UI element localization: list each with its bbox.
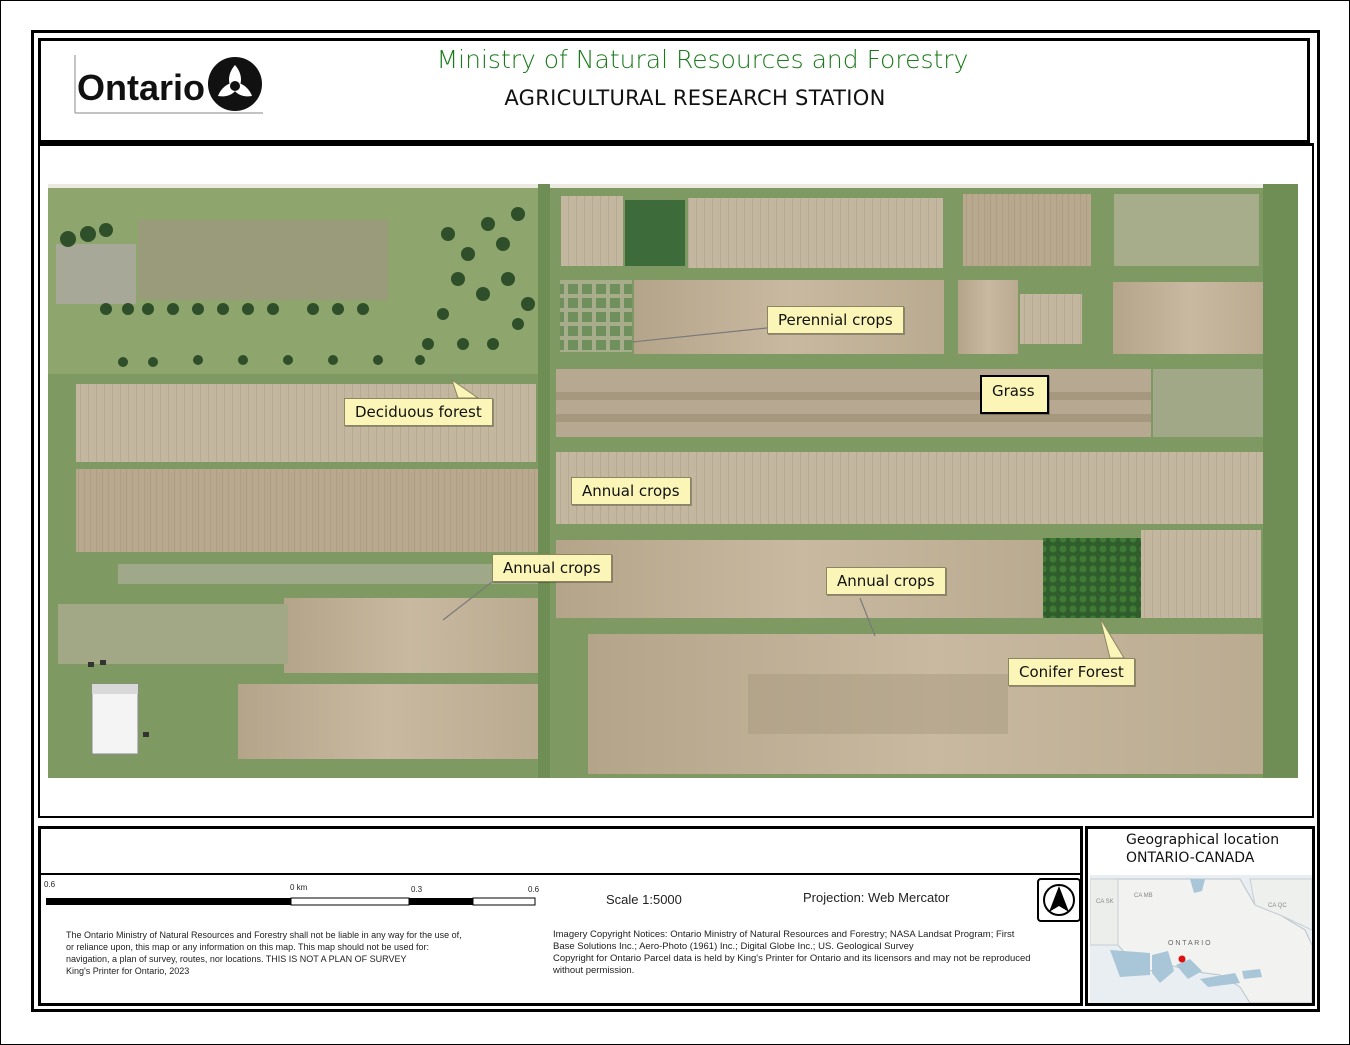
legend-panel [38, 826, 1083, 1006]
ontario-logo [73, 55, 265, 115]
crop-green-block [625, 200, 685, 266]
locator-mb: CA MB [1134, 893, 1153, 899]
label-annual-crops-2: Annual crops [492, 554, 612, 582]
research-plots [560, 280, 632, 352]
scale-tick-left: 0.6 [44, 880, 56, 889]
scale-bar [44, 878, 544, 908]
parking-lot [56, 244, 136, 304]
label-grass: Grass [980, 375, 1049, 414]
parcel-copyright: Copyright for Ontario Parcel data is held by King's Printer for Ontario and its licensors and may not be reproduced without permission. [553, 953, 1031, 976]
field-annual-2 [556, 540, 1046, 618]
trillium-icon [208, 57, 262, 111]
locator-heading: Geographical location [1126, 832, 1280, 848]
field-west-lawn [58, 604, 288, 664]
label-deciduous-forest: Deciduous forest [344, 398, 493, 426]
locator-region: ONTARIO-CANADA [1126, 850, 1255, 866]
legend-divider [38, 873, 1083, 875]
label-annual-crops-1: Annual crops [571, 477, 691, 505]
disclaimer [66, 929, 466, 977]
plot-strip [118, 564, 538, 584]
ontario-logo-text: Ontario [77, 67, 206, 108]
imagery-notice [553, 929, 1038, 977]
label-conifer-forest: Conifer Forest [1008, 658, 1135, 686]
label-perennial-crops: Perennial crops [767, 306, 904, 334]
location-marker-icon [1179, 956, 1186, 963]
locator-ontario-label: O N T A R I O [1168, 940, 1211, 947]
projection-text: Projection: Web Mercator [803, 890, 950, 905]
scale-tick-right: 0.6 [528, 885, 540, 894]
imagery-copyright: Imagery Copyright Notices: Ontario Ministry of Natural Resources and Forestry; NASA Landsat Program; First Base Solutions Inc.; Aero-Photo (1961) Inc.; Digital Globe Inc.; US. Geological Survey [553, 929, 1015, 952]
conifer-stand [1043, 538, 1143, 618]
field-west-4 [238, 684, 538, 759]
field-grass [556, 369, 1151, 437]
central-lane [538, 184, 550, 778]
scale-tick-mid: 0.3 [411, 885, 423, 894]
field-west-3 [284, 598, 538, 673]
locator-map [1090, 875, 1312, 1003]
printer-credit: King's Printer for Ontario, 2023 [66, 966, 190, 976]
scale-tick-zero: 0 km [290, 883, 308, 892]
north-arrow-icon [1037, 878, 1081, 922]
open-field [138, 220, 388, 300]
barn-building [92, 684, 138, 754]
scale-ratio: Scale 1:5000 [606, 892, 682, 907]
field-west-2 [76, 469, 538, 552]
station-title: AGRICULTURAL RESEARCH STATION [504, 86, 886, 110]
label-annual-crops-3: Annual crops [826, 567, 946, 595]
ministry-title: Ministry of Natural Resources and Forestry [436, 45, 969, 74]
locator-qc: CA QC [1268, 903, 1287, 909]
disclaimer-text: The Ontario Ministry of Natural Resources and Forestry shall not be liable in any way for the use of, or reliance upon, this map or any information on this map. This map should not be used for: navigation, a plan of survey, routes, nor locations. THIS IS NOT A PLAN OF SURVEY [66, 930, 462, 964]
locator-sk: CA SK [1096, 899, 1114, 905]
